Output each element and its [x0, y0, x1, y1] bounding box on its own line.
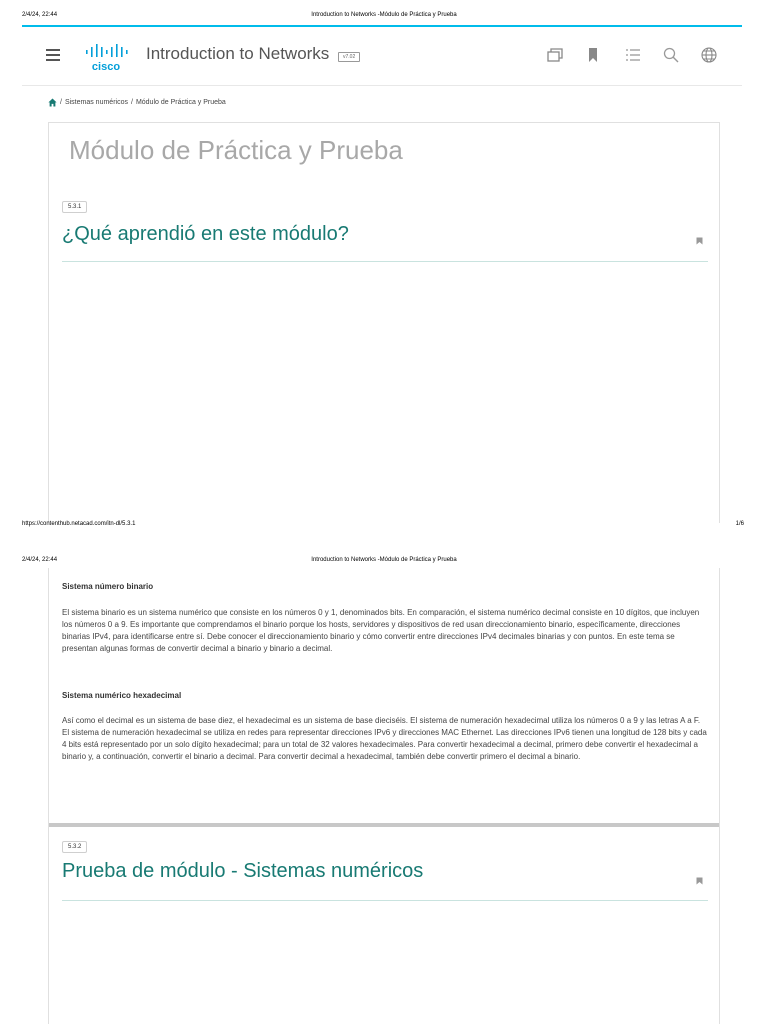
- print-title: Introduction to Networks -Módulo de Práctica y Prueba: [311, 12, 457, 18]
- list-icon[interactable]: [624, 46, 642, 64]
- print-footer: [0, 521, 768, 533]
- print-header: [0, 554, 768, 568]
- app-title: Introduction to Networks: [146, 44, 330, 63]
- section-divider: [62, 900, 708, 901]
- breadcrumb-item-sistemas[interactable]: Sistemas numéricos: [64, 99, 128, 106]
- search-icon[interactable]: [662, 46, 680, 64]
- section-number: 5.3.2: [62, 841, 87, 853]
- breadcrumb-separator: /: [130, 99, 133, 106]
- print-header: [0, 9, 768, 23]
- print-url: https://contenthub.netacad.com/itn-dl/5.3.1: [22, 521, 136, 527]
- module-card-continued: [48, 568, 720, 1024]
- section-bookmark-icon[interactable]: [696, 232, 703, 240]
- print-date: 2/4/24, 22:44: [22, 557, 58, 563]
- svg-text:cisco: cisco: [91, 61, 121, 73]
- section-number: 5.3.1: [62, 201, 87, 213]
- version-badge: v7.02: [338, 52, 360, 62]
- breadcrumb: [48, 98, 226, 107]
- copy-icon[interactable]: [546, 46, 564, 64]
- breadcrumb-item-current[interactable]: Módulo de Práctica y Prueba: [135, 99, 226, 106]
- hamburger-icon[interactable]: [46, 49, 60, 61]
- top-navigation: [22, 27, 742, 86]
- page-title: Módulo de Práctica y Prueba: [69, 135, 403, 165]
- section-heading: Prueba de módulo - Sistemas numéricos: [62, 860, 424, 882]
- section-bookmark-icon[interactable]: [696, 872, 703, 880]
- hex-heading: Sistema numérico hexadecimal: [62, 691, 182, 700]
- bookmark-icon[interactable]: [584, 46, 602, 64]
- module-card: [48, 122, 720, 523]
- print-page-number: 1/6: [735, 521, 744, 527]
- section-separator: [49, 823, 719, 827]
- print-date: 2/4/24, 22:44: [22, 12, 58, 18]
- hex-paragraph: Así como el decimal es un sistema de base diez, el hexadecimal es un sistema de base dieciséis. El sistema de numeración hexadecimal utiliza los números 0 a 9 y las letras A a F. El sistema de numeración hexadecimal se utiliza en redes para representar direcciones IPv6 y direcciones MAC Ethernet. Las direcciones IPv6 tienen una longitud de 128 bits y cada 4 bits está representado por un solo dígito hexadecimal; para un total de 32 valores hexadecimales. Para convertir hexadecimal a decimal, primero debe convertir el hexadecimal a binario y, a continuación, convertir el binario a decimal. Para convertir decimal a hexadecimal, también debe convertir primero el decimal a binario.: [62, 716, 707, 761]
- binary-paragraph: El sistema binario es un sistema numérico que consiste en los números 0 y 1, denominados bits. En comparación, el sistema numérico decimal consiste en 10 dígitos, que incluyen los números 0 a 9. Es importante que comprendamos el binario porque los hosts, servidores y dispositivos de red usan direccionamiento binario, específicamente, direcciones binarias IPv4, para identificarse entre sí. Debe conocer el direccionamiento binario y cómo convertir entre direcciones IPv4 decimales binarias y con puntos. En este tema se presentan algunas formas de convertir decimal a binario y binario a decimal.: [62, 608, 700, 653]
- binary-heading: Sistema número binario: [62, 582, 154, 591]
- breadcrumb-separator: /: [60, 99, 62, 106]
- cisco-logo[interactable]: [84, 41, 134, 73]
- globe-icon[interactable]: [700, 46, 718, 64]
- home-icon[interactable]: [48, 98, 57, 107]
- print-title: Introduction to Networks -Módulo de Práctica y Prueba: [311, 557, 457, 563]
- section-divider: [62, 261, 708, 262]
- section-heading: ¿Qué aprendió en este módulo?: [62, 223, 349, 245]
